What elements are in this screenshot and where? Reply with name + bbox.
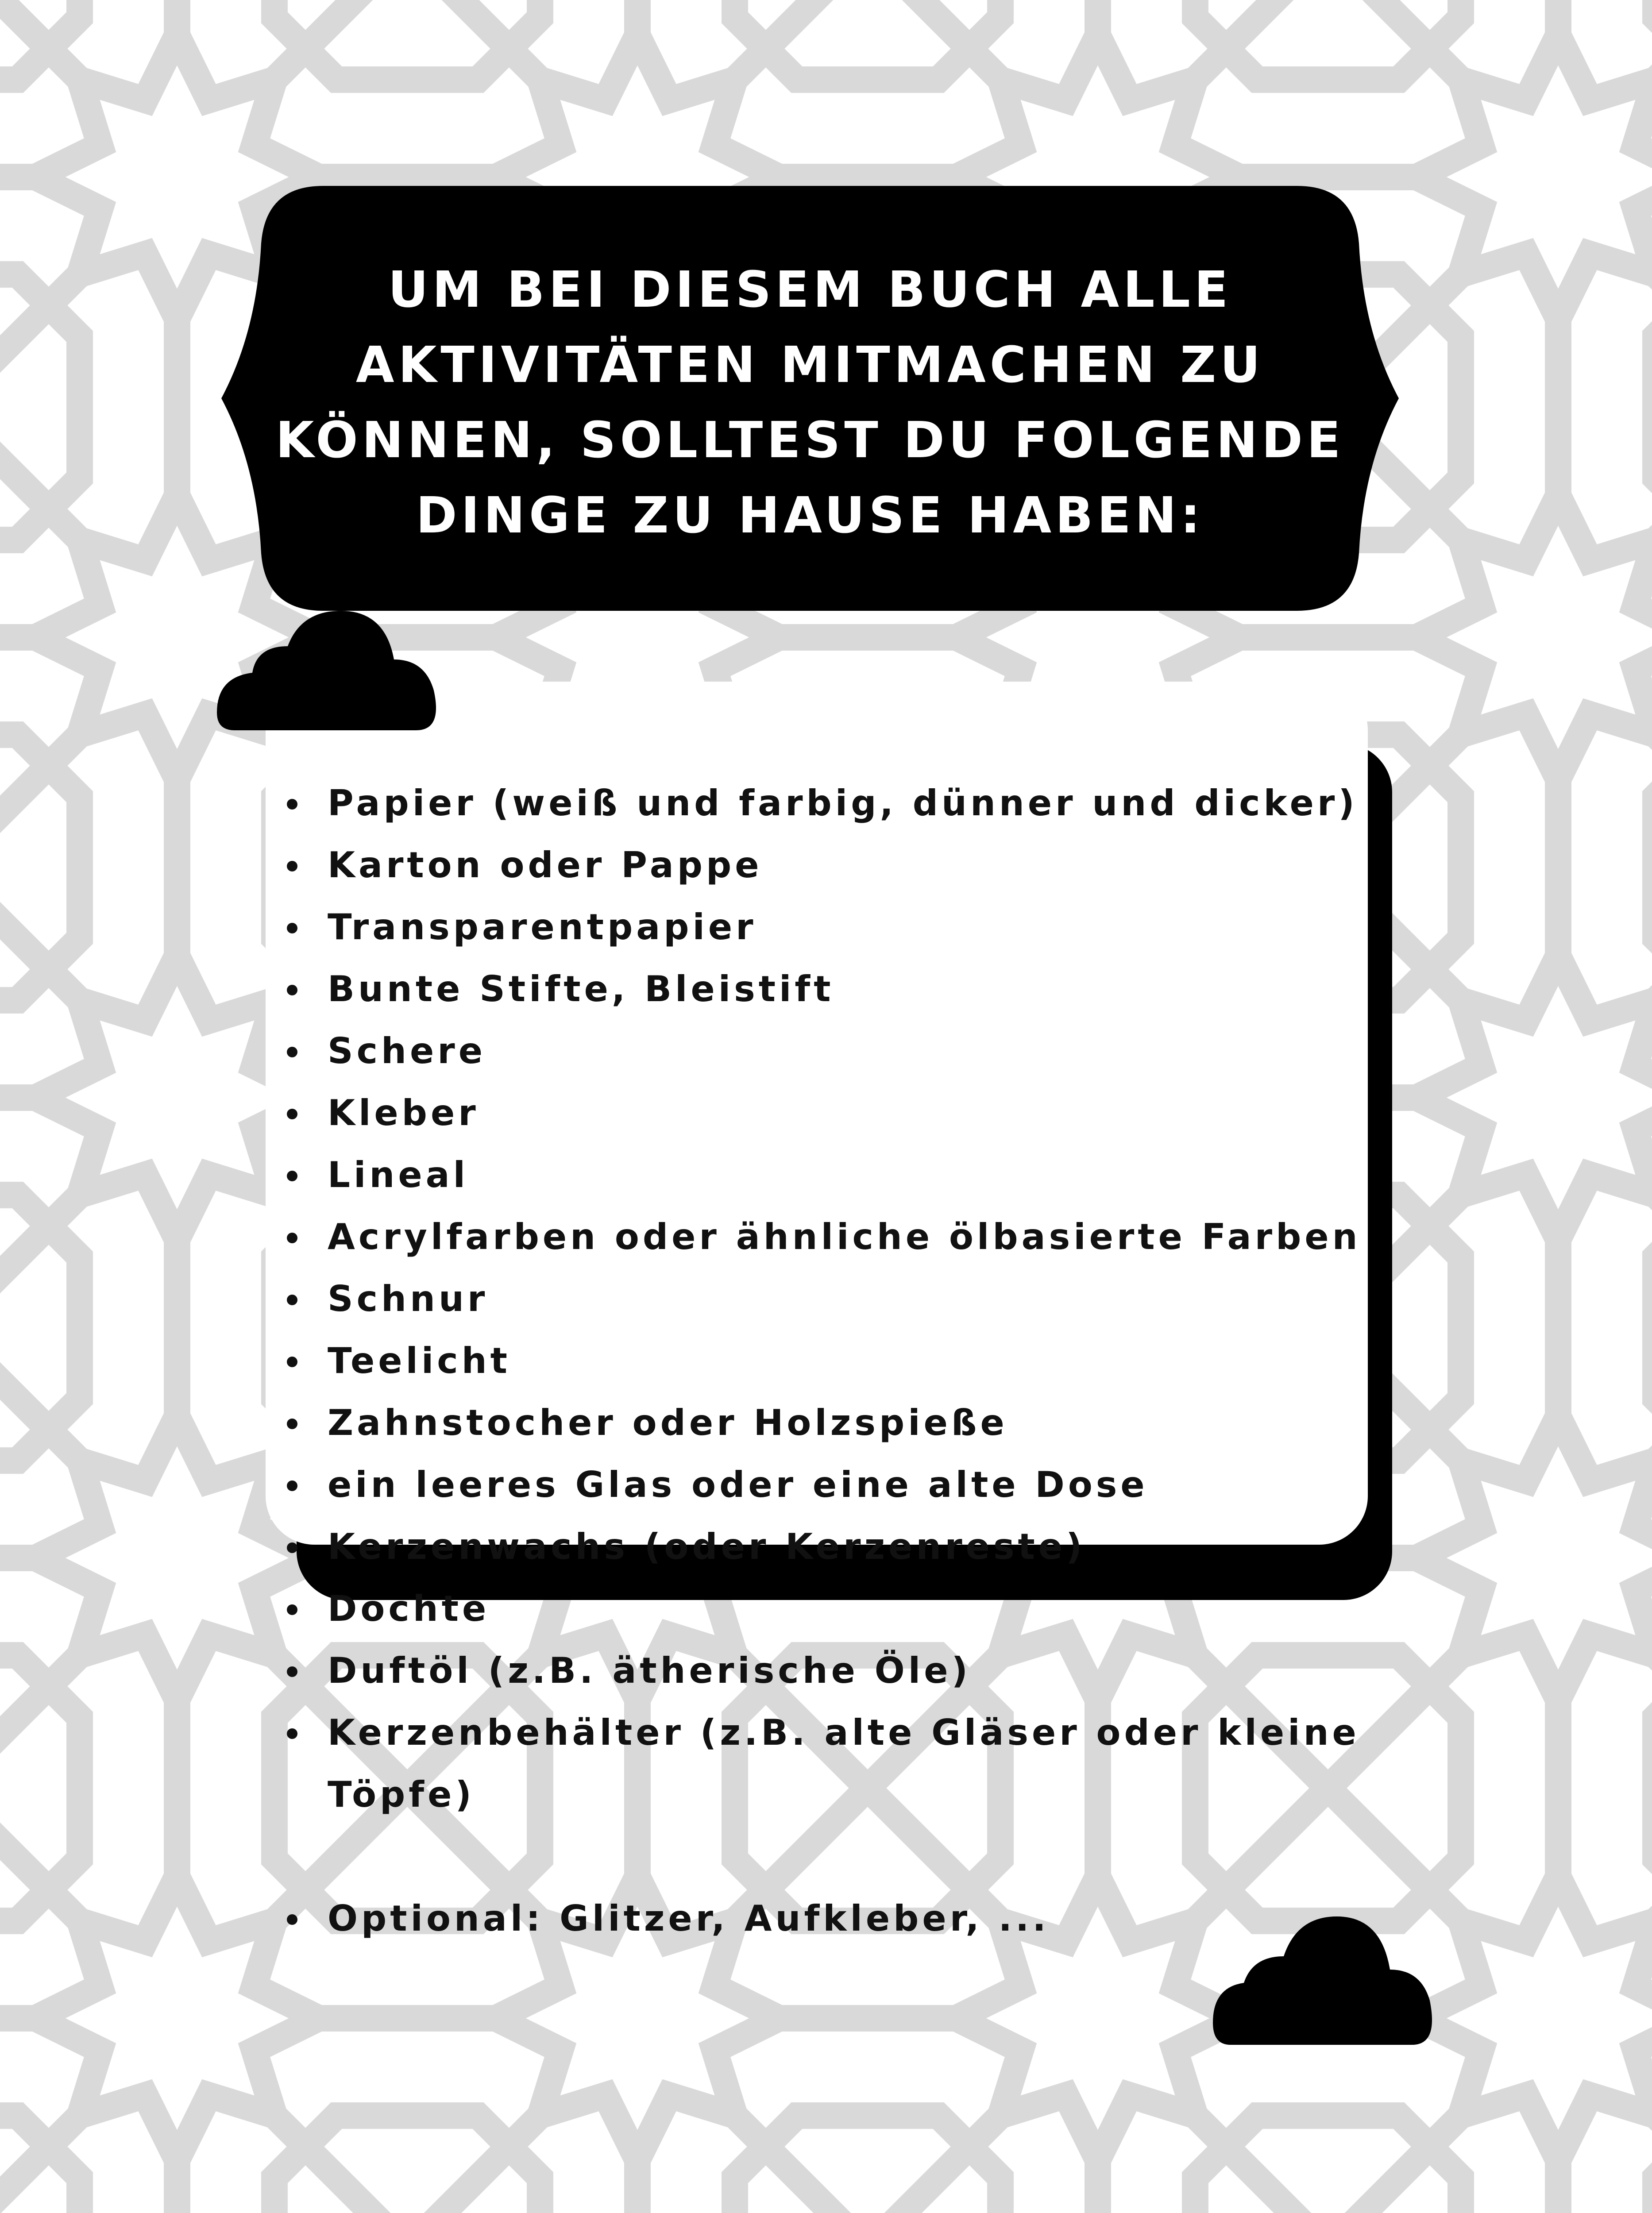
list-item: Schnur	[274, 1268, 1390, 1330]
title-line: KÖNNEN, SOLLTEST DU FOLGENDE	[275, 412, 1345, 469]
cloud-icon	[1213, 1912, 1439, 2045]
materials-list	[274, 772, 1390, 1950]
list-item: Kleber	[274, 1082, 1390, 1144]
list-item: Dochte	[274, 1578, 1390, 1640]
list-item: Duftöl (z.B. ätherische Öle)	[274, 1640, 1390, 1702]
list-item: Teelicht	[274, 1330, 1390, 1392]
title-line: DINGE ZU HAUSE HABEN:	[416, 487, 1204, 544]
title-line: AKTIVITÄTEN MITMACHEN ZU	[355, 336, 1265, 394]
list-item: Lineal	[274, 1144, 1390, 1206]
list-item: ein leeres Glas oder eine alte Dose	[274, 1454, 1390, 1516]
list-item: Schere	[274, 1020, 1390, 1082]
list-item: Kerzenbehälter (z.B. alte Gläser oder kleine Töpfe)	[274, 1702, 1399, 1826]
cloud-icon	[217, 606, 443, 730]
list-item: Zahnstocher oder Holzspieße	[274, 1392, 1390, 1454]
list-item: Acrylfarben oder ähnliche ölbasierte Farben	[274, 1206, 1390, 1268]
list-item: Kerzenwachs (oder Kerzenreste)	[274, 1516, 1390, 1578]
list-item: Karton oder Pappe	[274, 834, 1390, 896]
list-item: Papier (weiß und farbig, dünner und dicker)	[274, 772, 1390, 834]
title-line: UM BEI DIESEM BUCH ALLE	[388, 261, 1232, 319]
optional-item: Optional: Glitzer, Aufkleber, ...	[274, 1888, 1390, 1950]
list-item: Transparentpapier	[274, 896, 1390, 958]
list-item: Bunte Stifte, Bleistift	[274, 958, 1390, 1020]
page-title	[275, 248, 1345, 558]
